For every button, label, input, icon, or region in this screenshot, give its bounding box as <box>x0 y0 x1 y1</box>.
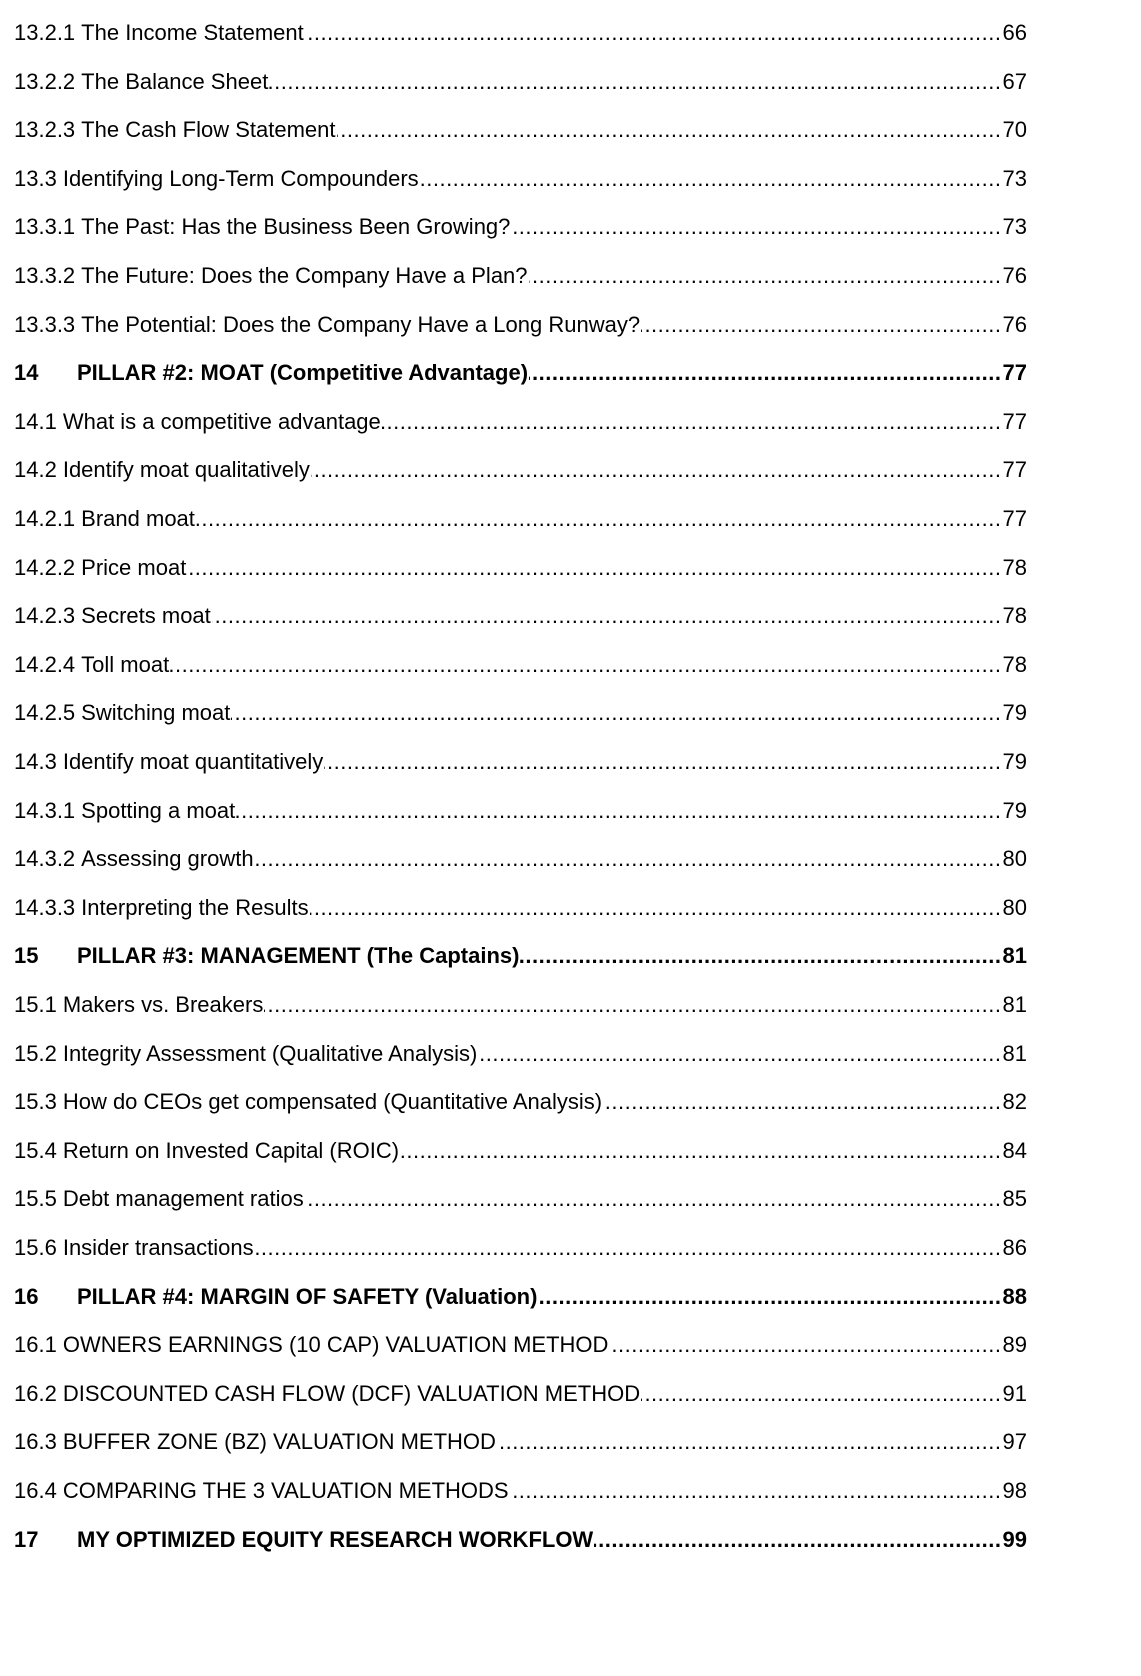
dot-leader <box>196 504 1002 534</box>
toc-entry-13-3-2[interactable] <box>14 261 1027 291</box>
toc-entry-title <box>14 1039 477 1069</box>
toc-entry-number: 14.2.2 <box>14 554 76 580</box>
toc-entry-15-5[interactable] <box>14 1184 1027 1214</box>
toc-entry-14-2-4[interactable] <box>14 650 1027 680</box>
dot-leader <box>264 990 1001 1020</box>
dot-leader <box>478 1039 1001 1069</box>
toc-entry-page: 86 <box>1002 1235 1027 1260</box>
dot-leader <box>511 212 1001 242</box>
toc-entry-14-3-1[interactable] <box>14 796 1027 826</box>
toc-entry-number: 14.3 <box>14 749 57 774</box>
toc-entry-number: 14 <box>14 360 39 386</box>
toc-entry-text: Debt management ratios <box>62 1186 304 1212</box>
toc-entry-title <box>14 650 169 680</box>
toc-entry-14-2-1[interactable] <box>14 504 1027 534</box>
toc-entry-number: 17 <box>14 1526 39 1552</box>
toc-entry-text: Identify moat qualitatively <box>62 457 310 483</box>
toc-entry-number: 13.3.2 <box>14 263 76 288</box>
toc-entry-title <box>14 1427 496 1457</box>
toc-entry-number: 14.3.2 <box>14 846 76 872</box>
toc-entry-16[interactable] <box>14 1282 1027 1312</box>
toc-entry-text: Switching moat <box>81 700 231 726</box>
toc-entry-text: What is a competitive advantage <box>62 408 381 434</box>
toc-entry-number: 14.2 <box>14 457 57 483</box>
toc-entry-title <box>14 1476 509 1506</box>
toc-entry-text: Insider transactions <box>62 1235 254 1260</box>
dot-leader <box>497 1427 1002 1457</box>
toc-entry-title <box>14 1379 640 1409</box>
toc-entry-16-4[interactable] <box>14 1476 1027 1506</box>
toc-entry-page: 70 <box>1002 117 1027 143</box>
dot-leader <box>520 941 1001 971</box>
toc-entry-page: 81 <box>1002 1040 1027 1066</box>
toc-entry-title <box>14 990 263 1020</box>
toc-entry-title <box>14 941 519 971</box>
toc-entry-title <box>14 358 528 388</box>
toc-entry-title <box>14 18 304 48</box>
toc-entry-title <box>14 698 230 728</box>
toc-entry-14-1[interactable] <box>14 407 1027 437</box>
toc-entry-number: 15.6 <box>14 1235 57 1260</box>
toc-entry-text: The Cash Flow Statement <box>81 117 336 143</box>
dot-leader <box>420 164 1002 194</box>
dot-leader <box>324 747 1001 777</box>
toc-entry-text: Identifying Long-Term Compounders <box>62 165 419 191</box>
toc-entry-title <box>14 1136 399 1166</box>
toc-entry-number: 13.2.1 <box>14 20 76 45</box>
toc-entry-title <box>14 455 310 485</box>
dot-leader <box>236 796 1001 826</box>
toc-entry-number: 14.2.5 <box>14 700 76 726</box>
toc-entry-number: 13.3.3 <box>14 311 76 337</box>
toc-entry-text: MY OPTIMIZED EQUITY RESEARCH WORKFLOW <box>77 1526 594 1552</box>
toc-entry-number: 13.3.1 <box>14 214 76 240</box>
toc-entry-text: Price moat <box>81 554 187 580</box>
toc-entry-title <box>14 1525 593 1555</box>
toc-entry-number: 15.2 <box>14 1040 57 1066</box>
toc-entry-page: 79 <box>1002 749 1027 774</box>
toc-entry-page: 97 <box>1002 1429 1027 1455</box>
toc-entry-14-2-2[interactable] <box>14 553 1027 583</box>
dot-leader <box>529 358 1001 388</box>
toc-entry-text: OWNERS EARNINGS (10 CAP) VALUATION METHOD <box>62 1332 609 1358</box>
toc-entry-14-2[interactable] <box>14 455 1027 485</box>
toc-entry-text: Brand moat <box>81 506 195 531</box>
toc-entry-text: The Balance Sheet <box>81 68 269 94</box>
toc-entry-page: 77 <box>1002 457 1027 483</box>
toc-entry-title <box>14 164 419 194</box>
toc-entry-page: 91 <box>1002 1380 1027 1406</box>
dot-leader <box>400 1136 1001 1166</box>
toc-entry-13-3-3[interactable] <box>14 310 1027 340</box>
dot-leader <box>382 407 1002 437</box>
toc-entry-title <box>14 310 640 340</box>
toc-entry-title <box>14 796 235 826</box>
toc-entry-17[interactable] <box>14 1525 1027 1555</box>
toc-entry-title <box>14 115 336 145</box>
toc-entry-number: 13.2.2 <box>14 68 76 94</box>
dot-leader <box>255 844 1002 874</box>
dot-leader <box>529 261 1002 291</box>
dot-leader <box>187 553 1001 583</box>
toc-entry-text: PILLAR #2: MOAT (Competitive Advantage) <box>77 360 529 386</box>
toc-entry-text: Toll moat <box>81 651 170 677</box>
toc-entry-number: 14.3.1 <box>14 797 76 823</box>
dot-leader <box>510 1476 1002 1506</box>
toc-entry-14-3-2[interactable] <box>14 844 1027 874</box>
dot-leader <box>170 650 1001 680</box>
toc-entry-number: 16.1 <box>14 1332 57 1358</box>
toc-entry-text: Interpreting the Results <box>81 894 309 920</box>
toc-entry-page: 85 <box>1002 1186 1027 1212</box>
toc-entry-title <box>14 1184 304 1214</box>
toc-entry-title <box>14 601 211 631</box>
toc-entry-text: How do CEOs get compensated (Quantitative Analysis) <box>62 1089 603 1115</box>
toc-entry-text: PILLAR #4: MARGIN OF SAFETY (Valuation) <box>77 1283 538 1309</box>
toc-entry-number: 14.1 <box>14 408 57 434</box>
toc-entry-text: The Past: Has the Business Been Growing? <box>81 214 511 240</box>
toc-entry-number: 16.2 <box>14 1380 57 1406</box>
toc-entry-text: Spotting a moat <box>81 797 236 823</box>
toc-entry-15[interactable] <box>14 941 1027 971</box>
toc-entry-15-2[interactable] <box>14 1039 1027 1069</box>
toc-entry-14-2-5[interactable] <box>14 698 1027 728</box>
toc-entry-title <box>14 1282 537 1312</box>
dot-leader <box>255 1233 1002 1263</box>
toc-entry-16-1[interactable] <box>14 1330 1027 1360</box>
toc-entry-page: 73 <box>1002 165 1027 191</box>
toc-entry-page: 77 <box>1002 360 1027 386</box>
dot-leader <box>311 455 1002 485</box>
toc-entry-page: 84 <box>1002 1137 1027 1163</box>
toc-entry-page: 77 <box>1002 408 1027 434</box>
toc-entry-page: 78 <box>1002 603 1027 629</box>
toc-entry-page: 66 <box>1002 20 1027 45</box>
toc-entry-text: Integrity Assessment (Qualitative Analysis) <box>62 1040 478 1066</box>
toc-entry-text: Assessing growth <box>81 846 254 872</box>
toc-entry-14-2-3[interactable] <box>14 601 1027 631</box>
toc-entry-text: The Income Statement <box>81 20 304 45</box>
toc-entry-number: 14.3.3 <box>14 894 76 920</box>
toc-entry-14[interactable] <box>14 358 1027 388</box>
dot-leader <box>641 310 1001 340</box>
toc-entry-page: 80 <box>1002 846 1027 872</box>
toc-entry-number: 16 <box>14 1283 39 1309</box>
toc-entry-text: The Future: Does the Company Have a Plan? <box>81 263 528 288</box>
toc-entry-text: The Potential: Does the Company Have a Long Runway? <box>81 311 641 337</box>
toc-entry-title <box>14 504 195 534</box>
toc-entry-page: 78 <box>1002 554 1027 580</box>
toc-entry-page: 76 <box>1002 311 1027 337</box>
toc-entry-page: 88 <box>1002 1283 1027 1309</box>
toc-entry-title <box>14 67 268 97</box>
toc-entry-number: 15 <box>14 943 39 969</box>
toc-entry-page: 81 <box>1002 943 1027 969</box>
toc-entry-page: 82 <box>1002 1089 1027 1115</box>
toc-entry-title <box>14 844 254 874</box>
toc-entry-text: Return on Invested Capital (ROIC) <box>62 1137 400 1163</box>
toc-entry-page: 81 <box>1002 992 1027 1017</box>
dot-leader <box>231 698 1001 728</box>
toc-entry-title <box>14 261 528 291</box>
dot-leader <box>212 601 1002 631</box>
dot-leader <box>305 18 1002 48</box>
dot-leader <box>594 1525 1001 1555</box>
toc-entry-title <box>14 407 381 437</box>
dot-leader <box>305 1184 1002 1214</box>
toc-entry-number: 15.3 <box>14 1089 57 1115</box>
dot-leader <box>310 893 1002 923</box>
toc-entry-title <box>14 1233 254 1263</box>
toc-entry-text: DISCOUNTED CASH FLOW (DCF) VALUATION METHOD <box>62 1380 641 1406</box>
toc-entry-number: 16.3 <box>14 1429 57 1455</box>
toc-entry-number: 13.3 <box>14 165 57 191</box>
toc-entry-text: Makers vs. Breakers <box>62 992 264 1017</box>
toc-entry-text: COMPARING THE 3 VALUATION METHODS <box>62 1478 509 1503</box>
toc-entry-page: 89 <box>1002 1332 1027 1358</box>
toc-entry-number: 15.4 <box>14 1137 57 1163</box>
toc-entry-13-3[interactable] <box>14 164 1027 194</box>
toc-entry-text: PILLAR #3: MANAGEMENT (The Captains) <box>77 943 520 969</box>
toc-entry-15-3[interactable] <box>14 1087 1027 1117</box>
dot-leader <box>269 67 1001 97</box>
toc-entry-number: 16.4 <box>14 1478 57 1503</box>
toc-entry-page: 79 <box>1002 797 1027 823</box>
toc-entry-page: 67 <box>1002 68 1027 94</box>
toc-entry-15-1[interactable] <box>14 990 1027 1020</box>
toc-entry-title <box>14 747 323 777</box>
toc-entry-13-2-2[interactable] <box>14 67 1027 97</box>
toc-entry-page: 73 <box>1002 214 1027 240</box>
dot-leader <box>337 115 1002 145</box>
dot-leader <box>538 1282 1001 1312</box>
toc-entry-15-4[interactable] <box>14 1136 1027 1166</box>
toc-entry-13-2-3[interactable] <box>14 115 1027 145</box>
toc-entry-title <box>14 893 309 923</box>
toc-entry-text: Identify moat quantitatively <box>62 749 324 774</box>
toc-entry-number: 14.2.1 <box>14 506 76 531</box>
toc-entry-page: 76 <box>1002 263 1027 288</box>
toc-entry-page: 79 <box>1002 700 1027 726</box>
toc-entry-page: 77 <box>1002 506 1027 531</box>
dot-leader <box>603 1087 1001 1117</box>
toc-entry-title <box>14 212 510 242</box>
toc-entry-15-6[interactable] <box>14 1233 1027 1263</box>
toc-entry-number: 15.5 <box>14 1186 57 1212</box>
toc-entry-number: 13.2.3 <box>14 117 76 143</box>
toc-entry-16-2[interactable] <box>14 1379 1027 1409</box>
dot-leader <box>609 1330 1001 1360</box>
toc-entry-14-3-3[interactable] <box>14 893 1027 923</box>
toc-entry-page: 98 <box>1002 1478 1027 1503</box>
toc-entry-text: BUFFER ZONE (BZ) VALUATION METHOD <box>62 1429 496 1455</box>
toc-entry-13-3-1[interactable] <box>14 212 1027 242</box>
toc-entry-14-3[interactable] <box>14 747 1027 777</box>
toc-entry-16-3[interactable] <box>14 1427 1027 1457</box>
toc-entry-13-2-1[interactable] <box>14 18 1027 48</box>
toc-entry-page: 78 <box>1002 651 1027 677</box>
dot-leader <box>641 1379 1001 1409</box>
toc-entry-title <box>14 1330 608 1360</box>
toc-entry-title <box>14 553 186 583</box>
toc-entry-text: Secrets moat <box>81 603 211 629</box>
toc-entry-number: 14.2.4 <box>14 651 76 677</box>
toc-entry-title <box>14 1087 602 1117</box>
toc-entry-number: 14.2.3 <box>14 603 76 629</box>
toc-entry-page: 80 <box>1002 894 1027 920</box>
toc-entry-page: 99 <box>1002 1526 1027 1552</box>
toc-entry-number: 15.1 <box>14 992 57 1017</box>
